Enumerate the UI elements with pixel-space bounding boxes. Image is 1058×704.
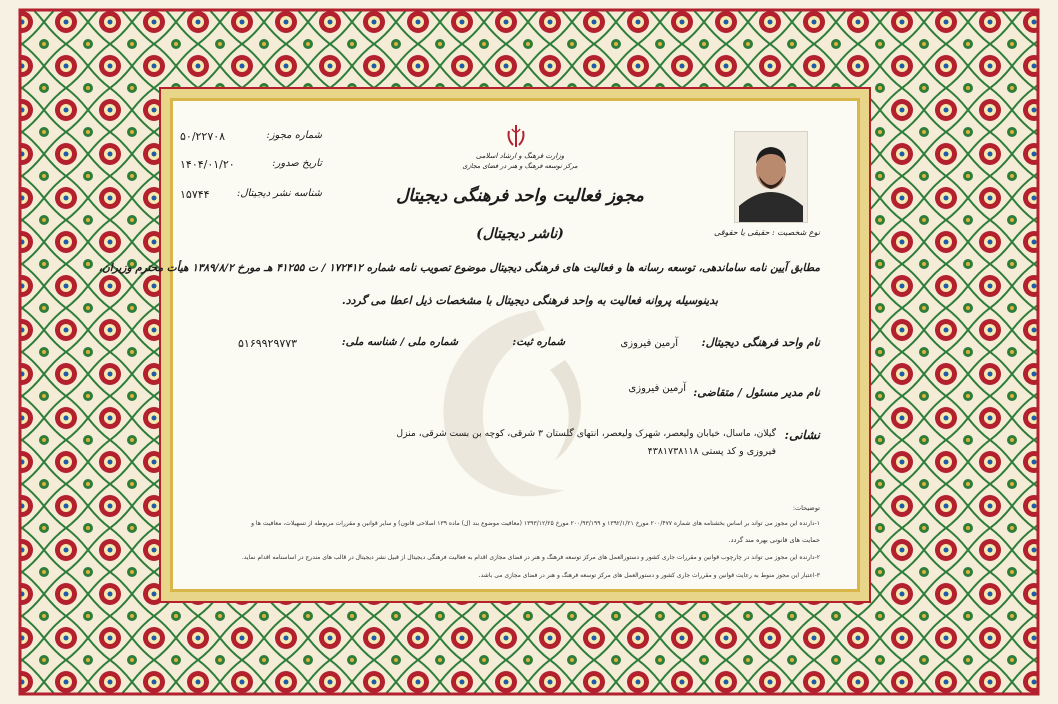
- iran-emblem-icon: [505, 123, 527, 149]
- address-line-2: فیروزی و کد پستی ۴۳۸۱۷۳۸۱۱۸: [647, 446, 776, 457]
- ministry-name: وزارت فرهنگ و ارشاد اسلامی: [475, 152, 565, 160]
- note-2: ۲-دارنده این مجوز می تواند در چارچوب قوانین و مقررات جاری کشور و دستورالعمل های مرکز توسعه فرهنگ و هنر در فضای مجازی اقدام به فعالیت فرهنگی دیجیتال از قبیل نشر دیجیتال در قالب های مندرج در اساسنامه اقدام نماید.: [241, 554, 820, 561]
- registration-number-label: شماره ثبت:: [512, 336, 565, 348]
- holder-photo: [734, 131, 808, 223]
- manager-value: آرمین فیروزی: [628, 383, 686, 394]
- center-name: مرکز توسعه فرهنگ و هنر در فضای مجازی: [462, 162, 578, 170]
- address-label: نشانی:: [784, 428, 820, 442]
- body-line-1: مطابق آیین نامه ساماندهی، توسعه رسانه ها و فعالیت های فرهنگی دیجیتال موضوع تصویب نامه شماره ۱۷۲۴۱۲ / ت ۴۱۲۵۵ هـ مورخ ۱۳۸۹/۸/۲ هیأت محترم وزیران،: [98, 262, 820, 274]
- unit-name-value: آرمین فیروزی: [620, 338, 678, 349]
- license-number-value: ۵۰/۲۲۷۰۸: [180, 130, 226, 143]
- address-line-1: گیلان، ماسال، خیابان ولیعصر، شهرک ولیعصر، انتهای گلستان ۳ شرقی، کوچه بن بست شرقی، منزل: [396, 428, 776, 439]
- issue-date-value: ۱۴۰۴/۰۱/۲۰: [180, 158, 235, 171]
- publisher-id-value: ۱۵۷۴۴: [180, 188, 210, 201]
- notes-heading: توضیحات:: [792, 504, 820, 512]
- license-number-label: شماره مجوز:: [266, 130, 322, 141]
- unit-name-label: نام واحد فرهنگی دیجیتال:: [701, 336, 820, 349]
- national-id-label: شماره ملی / شناسه ملی:: [341, 336, 458, 348]
- issue-date-label: تاریخ صدور:: [272, 158, 322, 169]
- person-type-label: نوع شخصیت : حقیقی یا حقوقی: [713, 228, 820, 237]
- note-1-line-2: حمایت های قانونی بهره مند گردد.: [728, 536, 820, 544]
- national-id-value: ۵۱۶۹۹۲۹۷۷۳: [238, 337, 298, 350]
- certificate-subtitle: (ناشر دیجیتال): [476, 226, 564, 242]
- body-line-2: بدینوسیله پروانه فعالیت به واحد فرهنگی دیجیتال با مشخصات ذیل اعطا می گردد.: [341, 294, 719, 307]
- watermark-logo: [415, 300, 615, 520]
- publisher-id-label: شناسه نشر دیجیتال:: [236, 188, 322, 199]
- manager-label: نام مدیر مسئول / متقاضی:: [693, 386, 820, 399]
- note-3: ۳-اعتبار این مجوز منوط به رعایت قوانین و مقررات جاری کشور و دستورالعمل های مرکز توسعه فرهنگ و هنر در فضای مجازی می باشد.: [478, 572, 820, 579]
- note-1-line-1: ۱-دارنده این مجوز می تواند بر اساس بخشنامه های شماره ۲۰۰/۴۷۷ مورخ ۱۳۹۲/۱/۲۱ و ۲۰۰/۹۳/۱۹۹ مورخ ۱۳۹۳/۱۲/۲۵ (معافیت موضوع بند (ل) ماده ۱۳۹ اصلاحی قانون) و سایر قوانین و مقررات مربوطه از تسهیلات، معافیت ها و: [251, 520, 820, 527]
- certificate-title: مجوز فعالیت واحد فرهنگی دیجیتال: [396, 186, 644, 206]
